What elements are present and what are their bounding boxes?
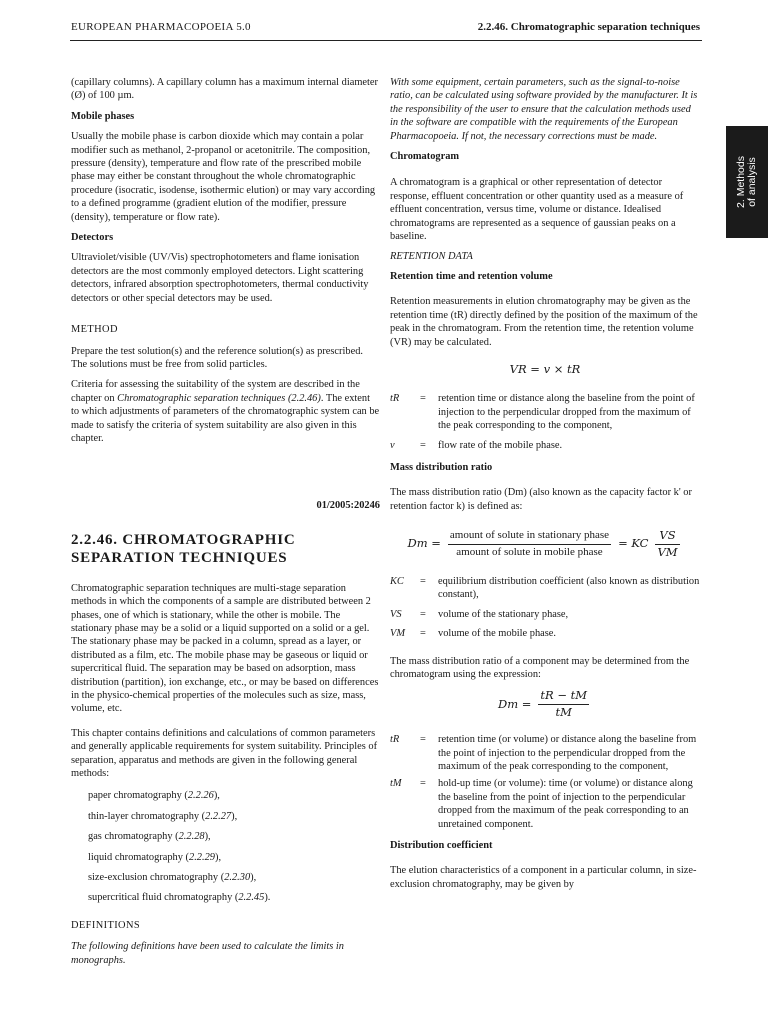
- list-item: supercritical fluid chromatography (2.2.45).: [88, 892, 271, 904]
- chapter-title: 2.2.46. CHROMATOGRAPHIC SEPARATION TECHNIQUES: [71, 531, 296, 567]
- paragraph-retention: Retention measurements in elution chromatography may be given as the retention time (tR) directly defined by the position of the maximum of the peak in the chromatogram. From the retention time, the retention volume (VR) may be calculated.: [390, 296, 698, 348]
- list-item: thin-layer chromatography (2.2.27),: [88, 810, 238, 822]
- section-tab-line2: of analysis: [746, 157, 758, 207]
- paragraph-mobile-phases: Usually the mobile phase is carbon dioxide which may contain a polar modifier such as methanol, 2-propanol or acetonitrile. The composition, pressure (density), temperature and flow rate of the prescribed mobile phase may either be constant throughout the whole chromatographic procedure (isocratic, isodense, isothermic elution) or may vary according to a defined programme (gradient elution of the modifier, pressure (density), temperature or flow rate).: [71, 131, 376, 223]
- definition-row: v = flow rate of the mobile phase.: [390, 439, 700, 452]
- method-ref-link[interactable]: 2.2.29: [189, 851, 215, 863]
- paragraph-chromatogram: A chromatogram is a graphical or other representation of detector response, effluent concentration or other quantity used as a measure of effluent concentration, versus time, volume or distance. Idealised chromatograms are represented as a sequence of gaussian peaks on a baseline.: [390, 177, 684, 243]
- list-item: paper chromatography (2.2.26),: [88, 790, 220, 802]
- running-header-right: 2.2.46. Chromatographic separation techniques: [477, 21, 700, 33]
- monograph-ref-id: 01/2005:20246: [316, 500, 380, 512]
- definition-symbol: VM: [390, 628, 406, 640]
- left-column: [71, 76, 380, 974]
- definition-row: VS = volume of the stationary phase,: [390, 608, 700, 621]
- paragraph-method: Prepare the test solution(s) and the reference solution(s) as prescribed. The solutions must be free from solid particles.: [71, 345, 363, 370]
- right-column: [390, 76, 700, 898]
- definition-symbol: tM: [390, 778, 402, 790]
- heading-mass-distribution: Mass distribution ratio: [390, 461, 493, 473]
- formula-mass-distribution-chromatogram: Dm = $\frac{tR - tM}{tM}$: [497, 688, 588, 719]
- definition-symbol: VS: [390, 608, 402, 620]
- definition-text: retention time (or volume) or distance along the baseline from the point of injection to the perpendicular dropped from the maximum of the peak corresponding to the component,: [438, 734, 697, 773]
- paragraph-definitions: The following definitions have been used to calculate the limits in monographs.: [71, 941, 345, 966]
- paragraph-criteria: Criteria for assessing the suitability of the system are described in the chapter on Chromatographic separation techniques (2.2.46). The extent to which adjustments of parameters of the chromatographic system can be made to satisfy the criteria of system suitability are also given in this chapter.: [71, 379, 380, 444]
- paragraph-detectors: Ultraviolet/visible (UV/Vis) spectrophotometers and flame ionisation detectors are the most commonly employed detectors. Light scattering detectors, infrared absorption spectrophotometers, thermal conductivity detectors or other special detectors may be used.: [71, 252, 369, 304]
- definition-row: tR = retention time or distance along the baseline from the point of injection to the perpendicular dropped from the maximum of the peak corresponding to the component,: [390, 392, 700, 432]
- paragraph-intro: Chromatographic separation techniques are multi-stage separation methods in which the components of a sample are distributed between 2 phases, one of which is stationary, while the other is mobile. The stationary phase may be a solid or a liquid supported on a solid or a gel. The stationary phase may be packed in a column, spread as a layer, or distributed as a film, etc. The mobile phase may be gaseous or liquid or supercritical fluid. The separation may be based on adsorption, mass distribution (partition), ion exchange, etc., or may be based on differences in the physico-chemical properties of the molecules such as size, mass, volume, etc.: [71, 582, 379, 715]
- section-tab-line1: 2. Methods: [735, 156, 747, 208]
- method-ref-link[interactable]: 2.2.45: [238, 892, 265, 904]
- definition-text: hold-up time (or volume): time (or volume) or distance along the baseline from the point of injection to the perpendicular dropped from the maximum of the peak corresponding to an unretained component.: [438, 778, 693, 830]
- heading-detectors: Detectors: [71, 232, 114, 244]
- definition-symbol: tR: [390, 734, 400, 746]
- heading-chromatogram: Chromatogram: [390, 151, 460, 163]
- methods-list: [71, 789, 380, 904]
- heading-method: METHOD: [71, 324, 118, 336]
- definition-symbol: v: [390, 439, 395, 451]
- definition-symbol: tR: [390, 393, 400, 405]
- heading-mobile-phases: Mobile phases: [71, 110, 135, 122]
- definition-symbol: KC: [390, 575, 404, 587]
- definition-text: flow rate of the mobile phase.: [438, 439, 563, 451]
- method-ref-link[interactable]: 2.2.28: [178, 831, 205, 843]
- definition-row: VM = volume of the mobile phase.: [390, 627, 700, 640]
- heading-retention-data: RETENTION DATA: [390, 251, 473, 263]
- list-item: size-exclusion chromatography (2.2.30),: [88, 872, 257, 884]
- definition-row: tM = hold-up time (or volume): time (or volume) or distance along the baseline from the point of injection to the perpendicular dropped from the maximum of the peak corresponding to an unretained component.: [390, 777, 700, 831]
- heading-retention-time: Retention time and retention volume: [390, 270, 553, 282]
- paragraph-software-note: With some equipment, certain parameters, such as the signal-to-noise ratio, can be calculated using software provided by the manufacturer. It is the responsibility of the user to ensure that the calculation methods used in the software are compatible with the requirements of the European Pharmacopoeia. If not, the necessary corrections must be made.: [390, 77, 698, 142]
- paragraph-chapter-contents: This chapter contains definitions and calculations of common parameters and generally applicable requirements for system suitability. Principles of separation, apparatus and methods are given in the following general methods:: [71, 727, 378, 780]
- heading-definitions: DEFINITIONS: [71, 919, 141, 931]
- section-tab: [726, 126, 768, 238]
- formula-mass-distribution: Dm = $\frac{\text{amount of solute in stationary phase}}{\text{amount of solute in mobile phase}}$ = KC $\frac{VS}{VM}$: [407, 528, 678, 559]
- method-ref-link[interactable]: 2.2.30: [224, 872, 251, 884]
- link-chromatographic-techniques[interactable]: Chromatographic separation techniques: [117, 392, 286, 404]
- formula-retention-volume: VR = v × tR: [509, 361, 581, 376]
- definition-row: KC = equilibrium distribution coefficient (also known as distribution constant),: [390, 575, 700, 601]
- header-rule: [70, 40, 702, 41]
- paragraph-capillary: (capillary columns). A capillary column has a maximum internal diameter (Ø) of 100 µm.: [71, 77, 379, 102]
- paragraph-determined: The mass distribution ratio of a component may be determined from the chromatogram using the expression:: [390, 655, 690, 680]
- heading-distribution-coefficient: Distribution coefficient: [390, 840, 493, 852]
- paragraph-distribution: The elution characteristics of a component in a particular column, in size-exclusion chromatography, may be given by: [390, 865, 697, 890]
- method-ref-link[interactable]: 2.2.27: [205, 810, 232, 822]
- list-item: liquid chromatography (2.2.29),: [88, 851, 222, 863]
- definition-row: tR = retention time (or volume) or distance along the baseline from the point of injection to the perpendicular dropped from the maximum of the peak corresponding to the component,: [390, 733, 700, 773]
- method-ref-link[interactable]: 2.2.26: [187, 790, 214, 802]
- definition-text: equilibrium distribution coefficient (also known as distribution constant),: [438, 575, 700, 601]
- definition-text: volume of the stationary phase,: [438, 608, 569, 620]
- paragraph-mass-distribution: The mass distribution ratio (Dm) (also known as the capacity factor k' or retention factor k) is defined as:: [390, 487, 692, 512]
- definition-text: volume of the mobile phase.: [438, 628, 557, 640]
- definition-text: retention time or distance along the baseline from the point of injection to the perpendicular dropped from the maximum of the peak corresponding to the component,: [438, 393, 695, 432]
- list-item: gas chromatography (2.2.28),: [88, 831, 211, 843]
- running-header-left: EUROPEAN PHARMACOPOEIA 5.0: [71, 21, 251, 33]
